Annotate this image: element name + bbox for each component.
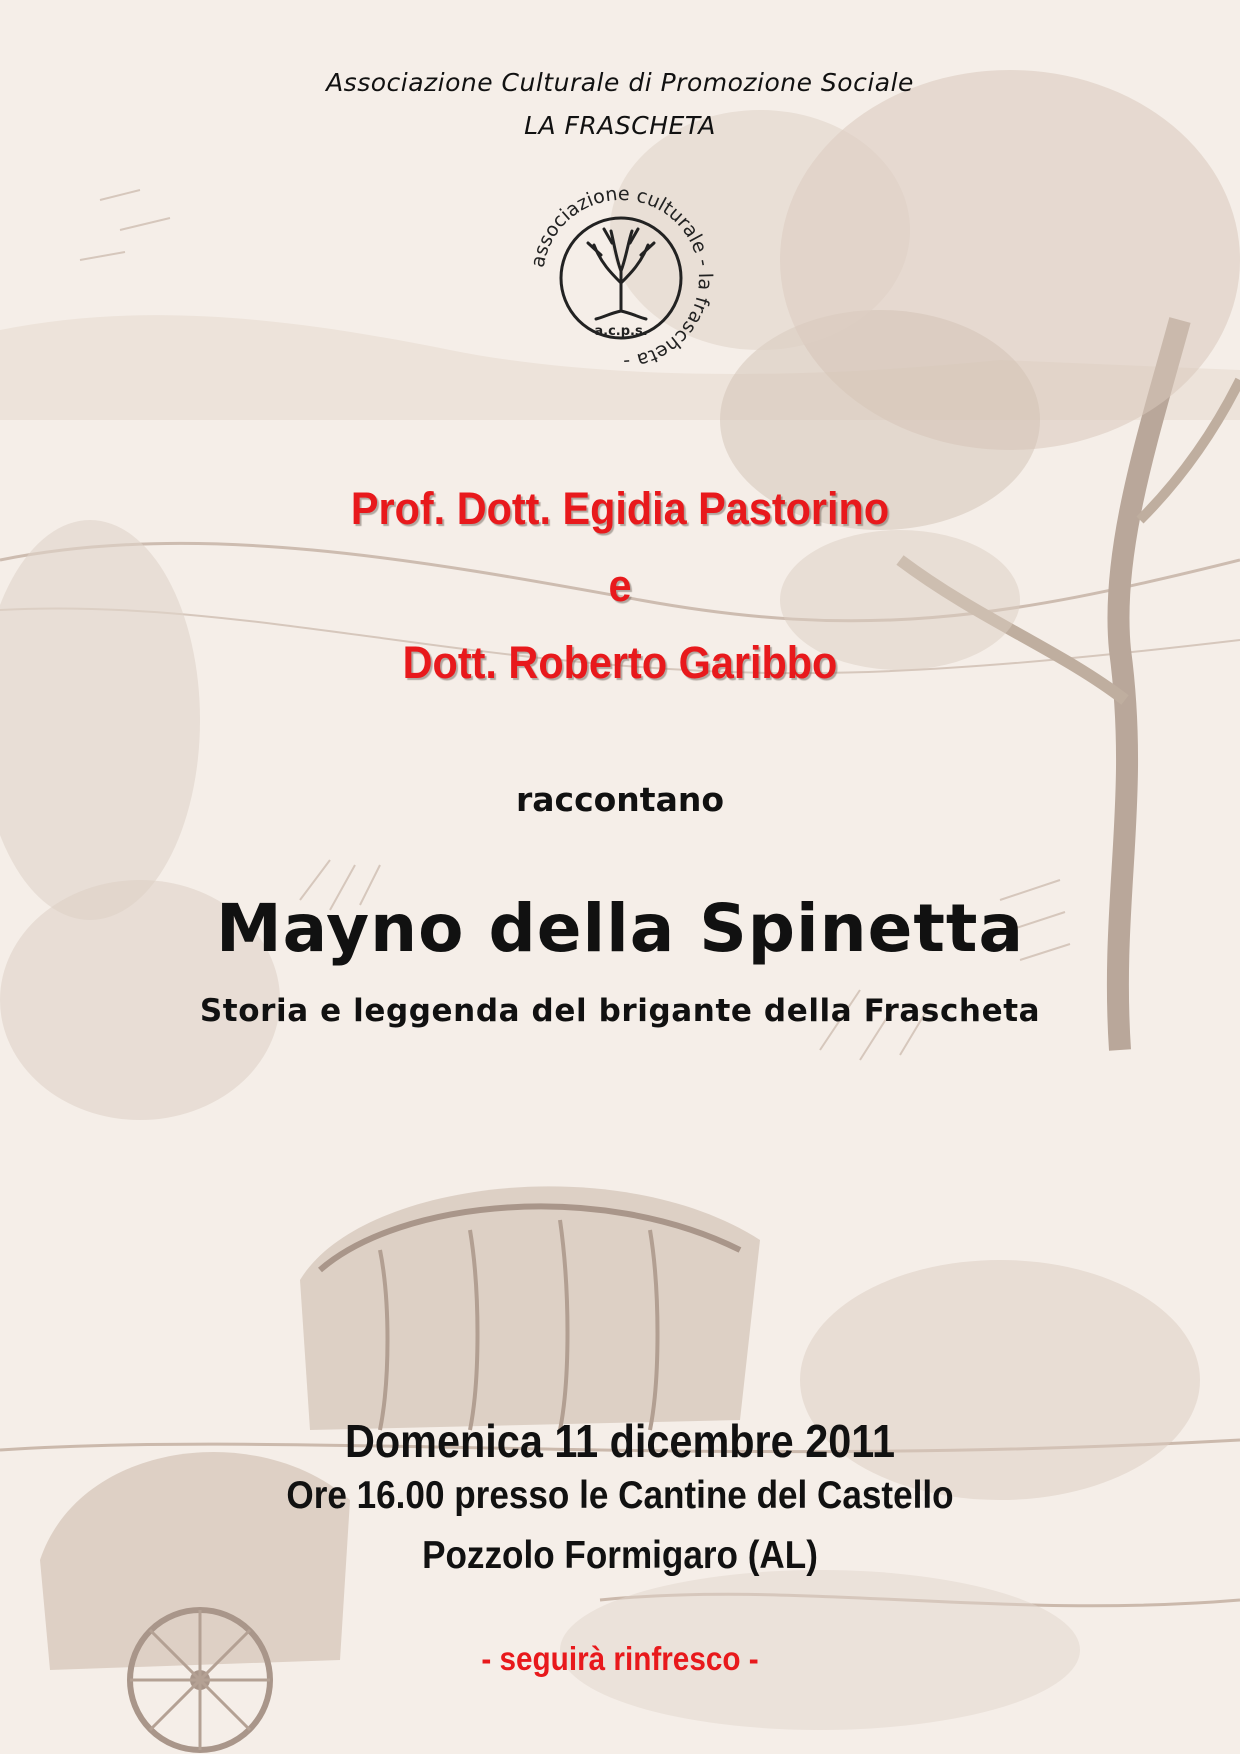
event-verb: raccontano — [515, 780, 725, 819]
association-acronym: LA FRASCHETA — [524, 111, 716, 140]
tree-emblem-icon — [526, 183, 716, 373]
association-name: Associazione Culturale di Promozione Sociale — [326, 68, 914, 97]
speaker-2: Dott. Roberto Garibbo — [402, 637, 838, 688]
logo-initials: a.c.p.s. — [594, 324, 648, 339]
logo-ring-text: associazione culturale - la frascheta - — [526, 183, 716, 373]
event-title: Mayno della Spinetta — [215, 890, 1025, 967]
event-subtitle: Storia e leggenda del brigante della Frascheta — [199, 993, 1041, 1029]
event-town: Pozzolo Formigaro (AL) — [422, 1534, 818, 1577]
speaker-conjunction: e — [608, 560, 632, 611]
event-date: Domenica 11 dicembre 2011 — [344, 1415, 896, 1467]
refreshment-note: - seguirà rinfresco - — [481, 1640, 759, 1677]
event-time-place: Ore 16.00 presso le Cantine del Castello — [286, 1474, 954, 1517]
speaker-1: Prof. Dott. Egidia Pastorino — [350, 483, 890, 534]
